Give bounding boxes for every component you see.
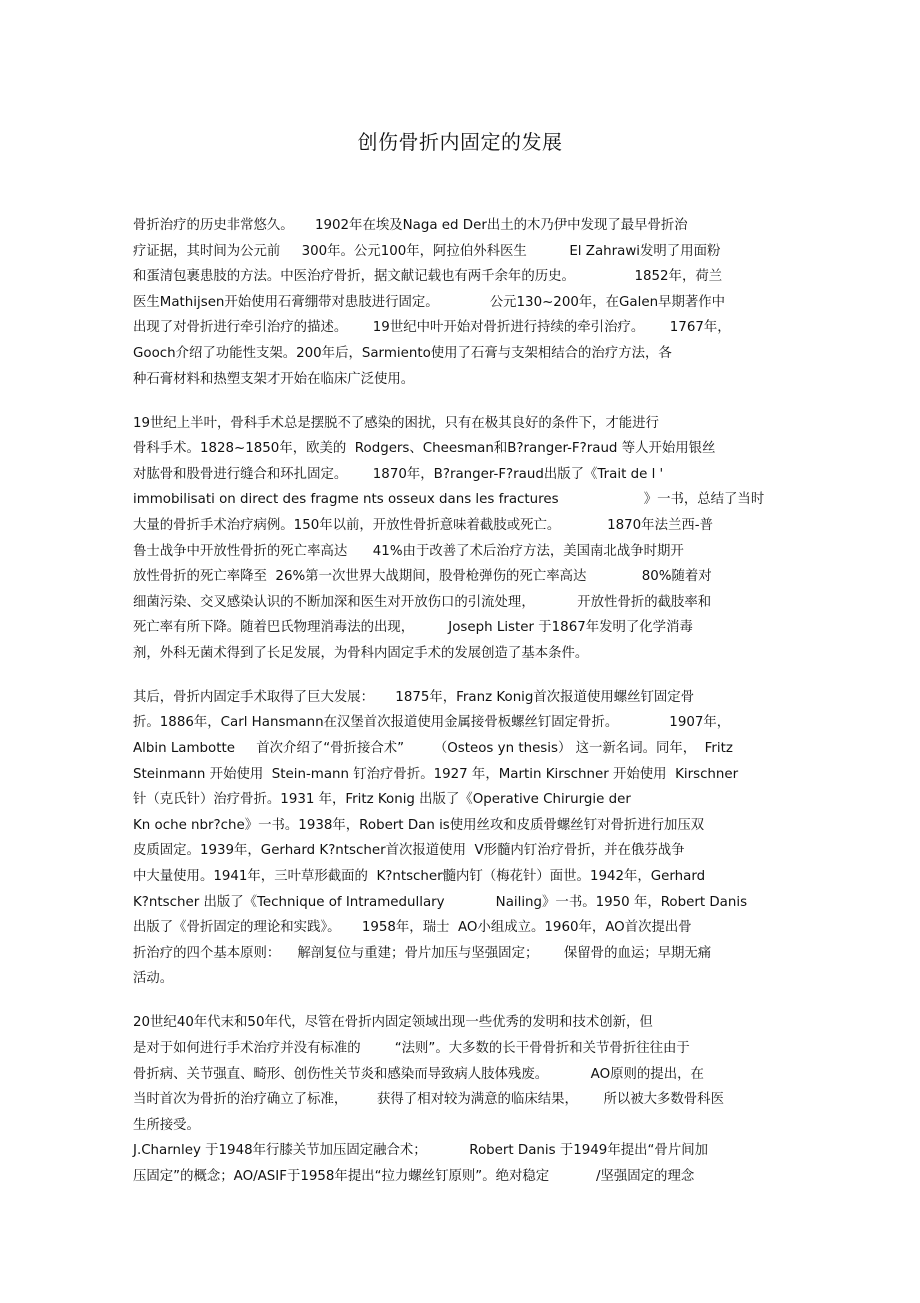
text-line: 死亡率有所下降。随着巴氏物理消毒法的出现， Joseph Lister 于1867年发明了化学消毒 (133, 620, 693, 636)
text-line: 种石膏材料和热塑支架才开始在临床广泛使用。 (133, 371, 415, 387)
paragraph (133, 1010, 763, 1189)
page-title: 创伤骨折内固定的发展 (357, 130, 563, 154)
text-line: 压固定”的概念；AO/ASIF于1958年提出“拉力螺丝钉原则”。绝对稳定 /坚强固定的理念 (133, 1168, 695, 1184)
text-line: 折治疗的四个基本原则： 解剖复位与重建；骨片加压与坚强固定； 保留骨的血运；早期无痛 (133, 945, 712, 961)
text-line: Steinmann 开始使用 Stein-mann 钉治疗骨折。1927 年，Martin Kirschner 开始使用 Kirschner (133, 766, 739, 782)
text-line: Kn oche nbr?che》一书。1938年，Robert Dan is使用丝攻和皮质骨螺丝钉对骨折进行加压双 (133, 817, 705, 833)
text-line: 对肱骨和股骨进行缝合和环扎固定。 1870年，B?ranger-F?raud出版了《Trait de l ' (133, 466, 664, 482)
text-line: 细菌污染、交叉感染认识的不断加深和医生对开放伤口的引流处理， 开放性骨折的截肢率和 (133, 594, 712, 610)
text-line: 出现了对骨折进行牵引治疗的描述。 19世纪中叶开始对骨折进行持续的牵引治疗。 1767年， (133, 320, 731, 336)
text-line: 疗证据，其时间为公元前 300年。公元100年，阿拉伯外科医生 El Zahrawi发明了用面粉 (133, 243, 721, 259)
text-line: 放性骨折的死亡率降至 26%第一次世界大战期间，股骨枪弹伤的死亡率高达 80%随着对 (133, 569, 712, 585)
text-line: 当时首次为骨折的治疗确立了标准， 获得了相对较为满意的临床结果， 所以被大多数骨科医 (133, 1092, 724, 1108)
text-line: Albin Lambotte 首次介绍了“骨折接合术” （Osteos yn thesis） 这一新名词。同年， Fritz (133, 741, 733, 757)
text-line: 和蛋清包裹患肢的方法。中医治疗骨折，据文献记载也有两千余年的历史。 1852年，荷兰 (133, 269, 723, 285)
document-body (133, 213, 763, 1190)
text-line: 大量的骨折手术治疗病例。150年以前，开放性骨折意味着截肢或死亡。 1870年法兰西-普 (133, 517, 713, 533)
text-line: immobilisati on direct des fragme nts osseux dans les fractures 》一书，总结了当时 (133, 492, 765, 508)
text-line: 骨折病、关节强直、畸形、创伤性关节炎和感染而导致病人肢体残废。 AO原则的提出，在 (133, 1066, 704, 1082)
text-line: K?ntscher 出版了《Technique of Intramedullary Nailing》一书。1950 年，Robert Danis (133, 894, 748, 910)
paragraph (133, 213, 763, 392)
paragraph (133, 411, 763, 667)
text-line: 20世纪40年代末和50年代，尽管在骨折内固定领域出现一些优秀的发明和技术创新，但 (133, 1015, 653, 1031)
text-line: 针（克氏针）治疗骨折。1931 年，Fritz Konig 出版了《Operative Chirurgie der (133, 792, 631, 808)
text-line: 剂，外科无菌术得到了长足发展，为骨科内固定手术的发展创造了基本条件。 (133, 645, 589, 661)
text-line: 19世纪上半叶，骨科手术总是摆脱不了感染的困扰，只有在极其良好的条件下，才能进行 (133, 415, 659, 431)
text-line: 中大量使用。1941年，三叶草形截面的 K?ntscher髓内钉（梅花针）面世。1942年，Gerhard (133, 869, 706, 885)
text-line: 是对于如何进行手术治疗并没有标准的 “法则”。大多数的长干骨骨折和关节骨折往往由于 (133, 1040, 690, 1056)
text-line: 骨科手术。1828~1850年，欧美的 Rodgers、Cheesman和B?ranger-F?raud 等人开始用银丝 (133, 441, 716, 457)
text-line: 骨折治疗的历史非常悠久。 1902年在埃及Naga ed Der出土的木乃伊中发现了最早骨折治 (133, 218, 688, 233)
text-line: 医生Mathijsen开始使用石膏绷带对患肢进行固定。 公元130~200年，在Galen早期著作中 (133, 294, 726, 310)
paragraph (133, 685, 763, 992)
text-line: Gooch介绍了功能性支架。200年后，Sarmiento使用了石膏与支架相结合的治疗方法，各 (133, 345, 672, 361)
text-line: 生所接受。 (133, 1117, 200, 1133)
text-line: 活动。 (133, 971, 174, 987)
text-line: J.Charnley 于1948年行膝关节加压固定融合术； Robert Danis 于1949年提出“骨片间加 (133, 1143, 708, 1159)
text-line: 折。1886年，Carl Hansmann在汉堡首次报道使用金属接骨板螺丝钉固定骨折。 1907年， (133, 715, 731, 731)
text-line: 鲁士战争中开放性骨折的死亡率高达 41%由于改善了术后治疗方法，美国南北战争时期开 (133, 543, 684, 559)
text-line: 其后，骨折内固定手术取得了巨大发展： 1875年，Franz Konig首次报道使用螺丝钉固定骨 (133, 689, 695, 705)
text-line: 皮质固定。1939年，Gerhard K?ntscher首次报道使用 V形髓内钉治疗骨折，并在俄芬战争 (133, 843, 685, 859)
text-line: 出版了《骨折固定的理论和实践》。 1958年，瑞士 AO小组成立。1960年，AO首次提出骨 (133, 920, 692, 936)
